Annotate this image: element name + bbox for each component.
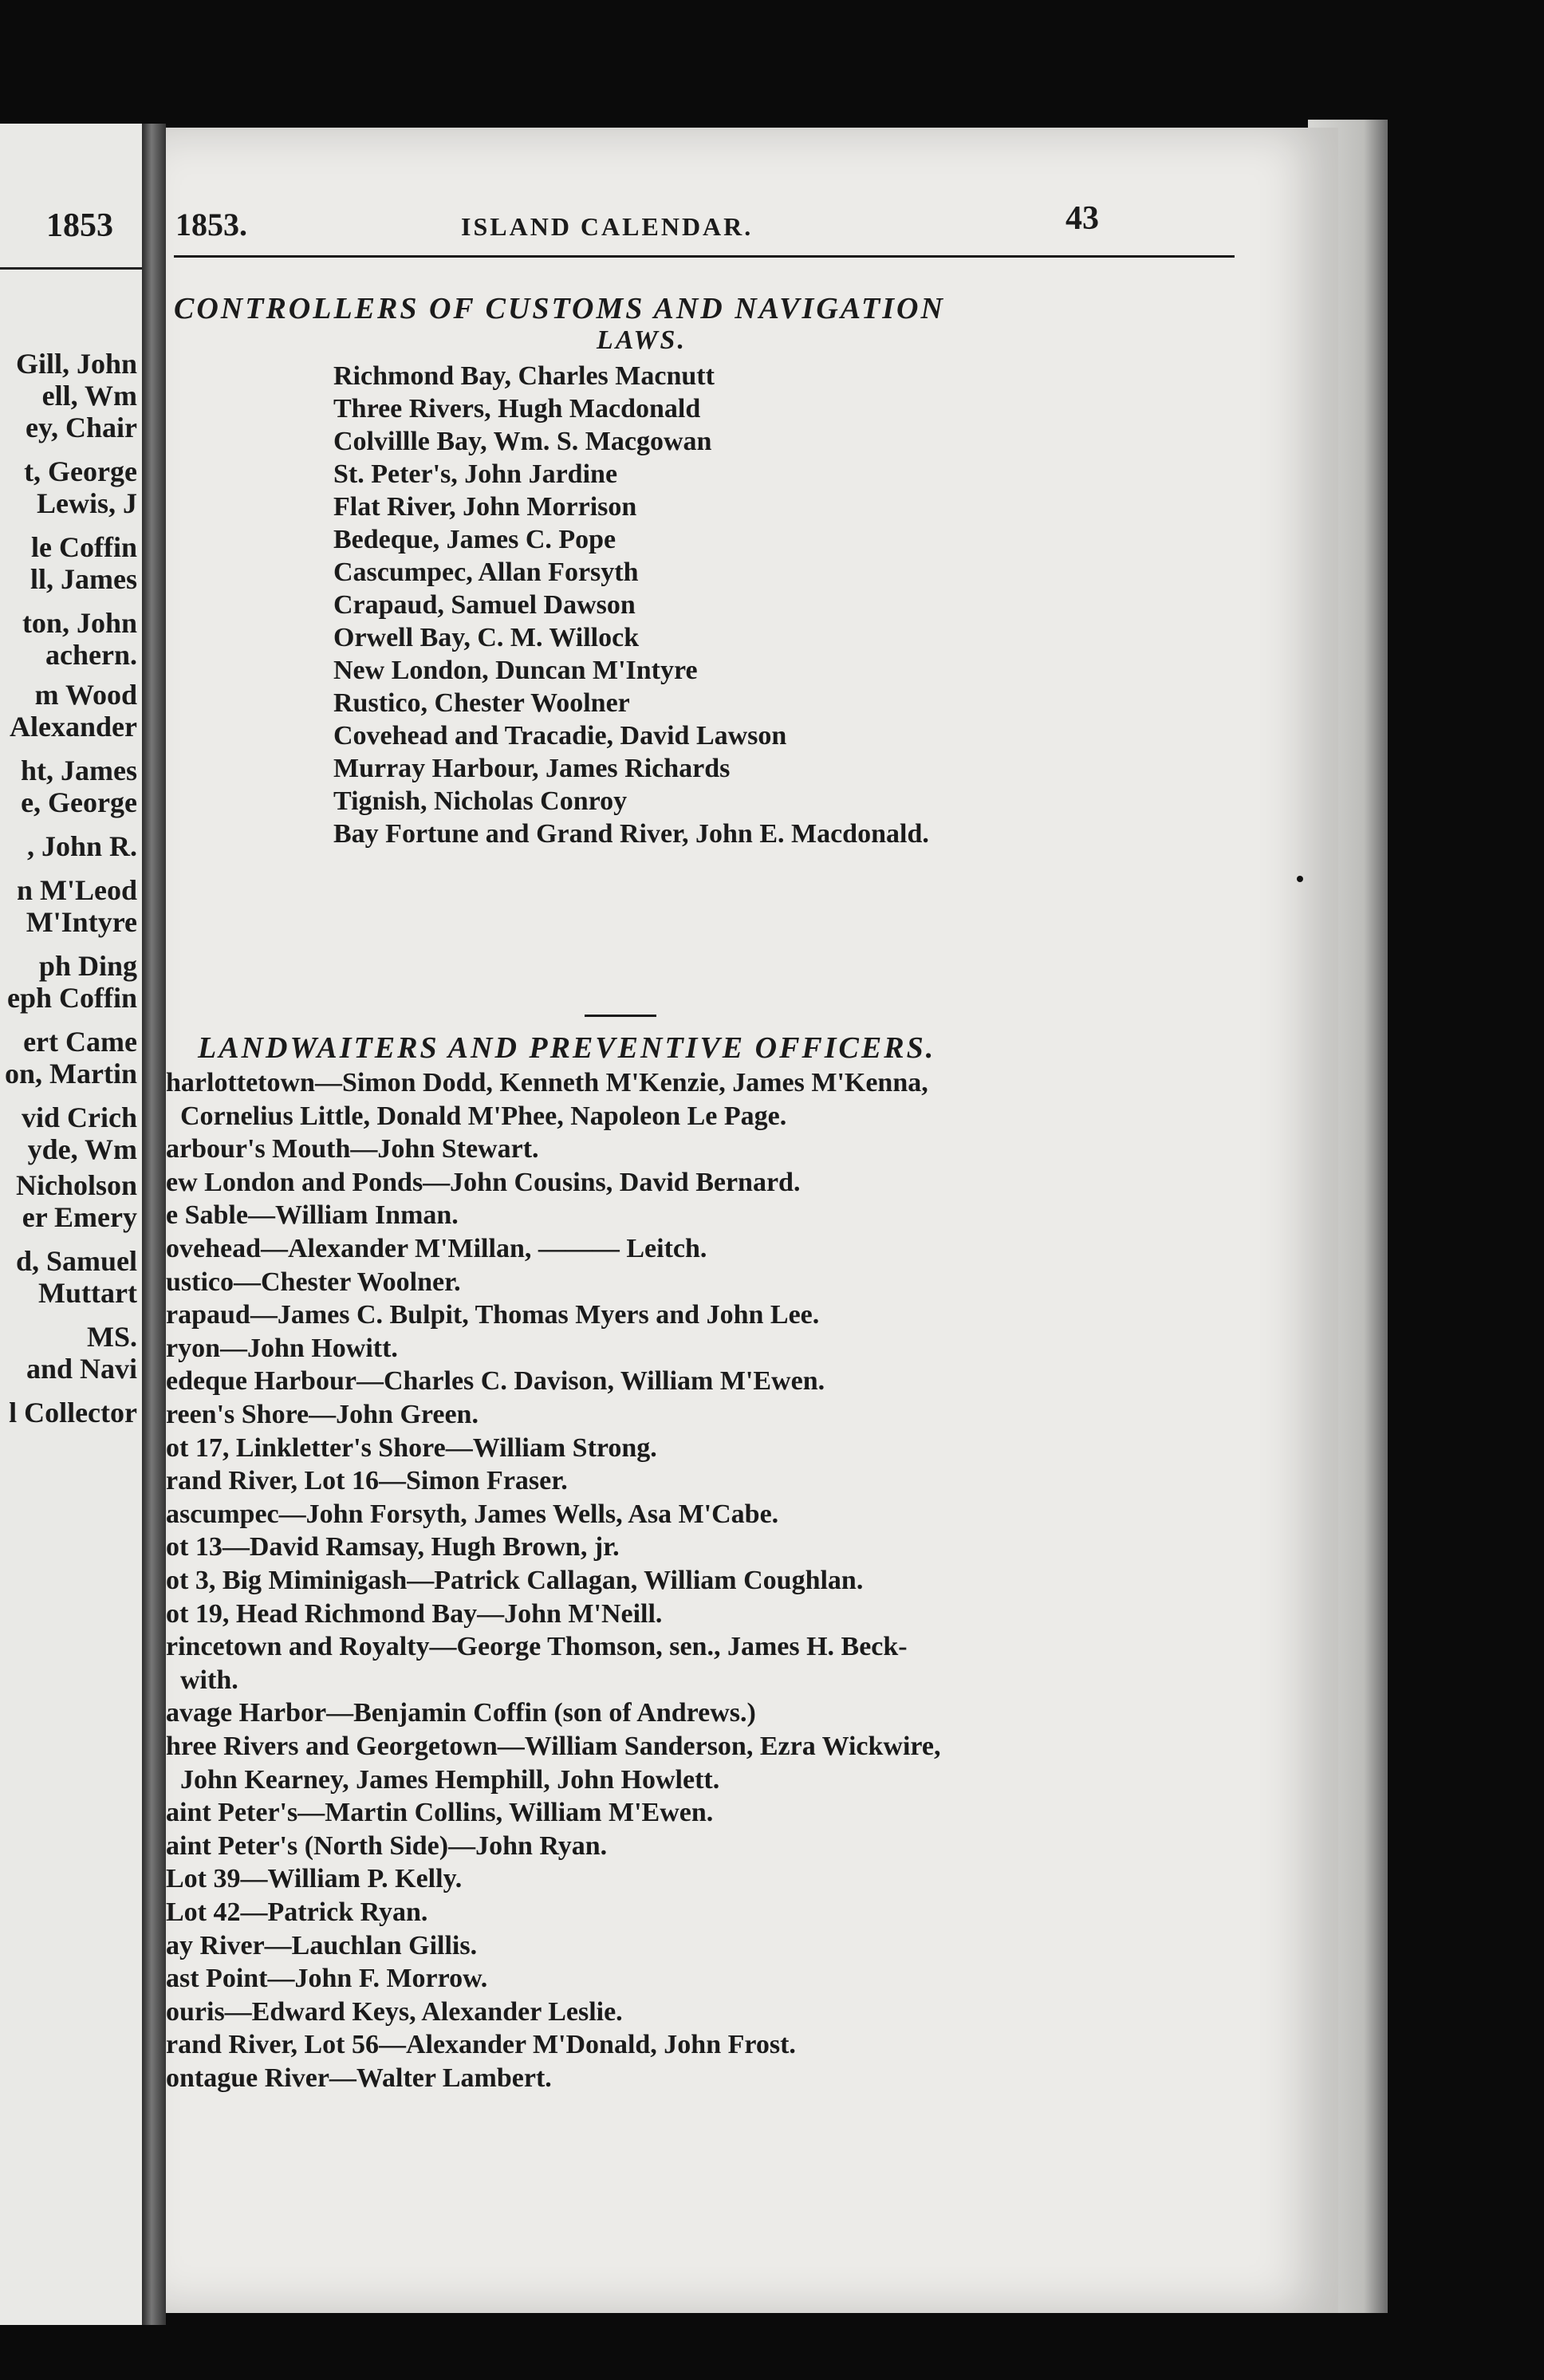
list-item: ascumpec—John Forsyth, James Wells, Asa M'Cabe. [166, 1499, 779, 1529]
right-page [166, 128, 1338, 2313]
list-item: aint Peter's (North Side)—John Ryan. [166, 1830, 608, 1861]
left-page-line: Lewis, J [37, 487, 137, 519]
list-item: rand River, Lot 56—Alexander M'Donald, John Frost. [166, 2030, 796, 2060]
list-item: reen's Shore—John Green. [166, 1400, 479, 1429]
left-page-rule [0, 267, 142, 270]
list-item: with. [180, 1665, 238, 1695]
list-item: Cornelius Little, Donald M'Phee, Napoleon Le Page. [180, 1101, 787, 1131]
list-item: St. Peter's, John Jardine [333, 459, 618, 489]
list-item: Cascumpec, Allan Forsyth [333, 558, 639, 587]
list-item: edeque Harbour—Charles C. Davison, William M'Ewen. [166, 1366, 825, 1397]
left-page-line: ll, James [30, 563, 137, 595]
left-page-line: ey, Chair [26, 412, 137, 443]
section-divider [585, 1015, 656, 1017]
left-page-line: e, George [21, 786, 137, 818]
list-item: Crapaud, Samuel Dawson [333, 590, 636, 620]
left-page-line: ert Came [23, 1026, 137, 1058]
left-page-line: Alexander [10, 711, 137, 743]
list-item: e Sable—William Inman. [166, 1200, 459, 1231]
left-page-line: achern. [45, 639, 137, 671]
left-page-line: M'Intyre [26, 906, 137, 938]
left-page-line: on, Martin [5, 1058, 137, 1090]
section-title-controllers: CONTROLLERS OF CUSTOMS AND NAVIGATION [174, 292, 945, 325]
list-item: avage Harbor—Benjamin Coffin (son of Andrews.) [166, 1698, 756, 1728]
stray-dot [1297, 876, 1303, 882]
list-item: ustico—Chester Woolner. [166, 1267, 461, 1297]
list-item: Tignish, Nicholas Conroy [333, 786, 628, 816]
list-item: Bay Fortune and Grand River, John E. Macdonald. [333, 819, 929, 849]
list-item: arbour's Mouth—John Stewart. [166, 1134, 539, 1164]
left-page-line: l Collector [9, 1397, 137, 1428]
left-page-line: n M'Leod [16, 874, 137, 906]
left-page-line: Muttart [38, 1277, 137, 1309]
list-item: Lot 42—Patrick Ryan. [166, 1897, 428, 1927]
list-item: John Kearney, James Hemphill, John Howlett. [180, 1764, 720, 1795]
list-item: ryon—John Howitt. [166, 1333, 398, 1363]
list-item: Covehead and Tracadie, David Lawson [333, 721, 787, 751]
list-item: ot 17, Linkletter's Shore—William Strong. [166, 1432, 657, 1463]
left-page-line: yde, Wm [27, 1133, 137, 1165]
list-item: Three Rivers, Hugh Macdonald [333, 394, 701, 424]
list-item: rincetown and Royalty—George Thomson, sen., James H. Beck- [166, 1632, 908, 1662]
list-item: ast Point—John F. Morrow. [166, 1964, 488, 1994]
list-item: Bedeque, James C. Pope [333, 525, 616, 554]
list-item: Flat River, John Morrison [333, 492, 637, 522]
list-item: ot 3, Big Miminigash—Patrick Callagan, William Coughlan. [166, 1566, 864, 1595]
header-year: 1853. [175, 207, 247, 242]
list-item: ot 13—David Ramsay, Hugh Brown, jr. [166, 1532, 620, 1562]
list-item: rand River, Lot 16—Simon Fraser. [166, 1466, 568, 1496]
list-item: Richmond Bay, Charles Macnutt [333, 361, 715, 391]
left-page-line: d, Samuel [15, 1245, 137, 1277]
left-page-line: , John R. [26, 830, 137, 862]
left-page-line: m Wood [34, 679, 137, 711]
left-page-line: er Emery [22, 1201, 137, 1233]
list-item: Lot 39—William P. Kelly. [166, 1864, 463, 1894]
page-header [166, 199, 1274, 263]
list-item: harlottetown—Simon Dodd, Kenneth M'Kenzie, James M'Kenna, [166, 1068, 928, 1097]
left-page-line: le Coffin [31, 531, 137, 563]
running-title: ISLAND CALENDAR. [461, 212, 754, 241]
list-item: ot 19, Head Richmond Bay—John M'Neill. [166, 1598, 663, 1629]
left-page-line: ell, Wm [41, 380, 137, 412]
list-item: New London, Duncan M'Intyre [333, 656, 698, 685]
left-page-line: eph Coffin [6, 982, 137, 1014]
list-item: ouris—Edward Keys, Alexander Leslie. [166, 1996, 623, 2027]
list-item: rapaud—James C. Bulpit, Thomas Myers and John Lee. [166, 1300, 820, 1330]
left-page-fragment [0, 124, 142, 2325]
left-page-line: and Navi [26, 1353, 137, 1385]
list-item: ew London and Ponds—John Cousins, David Bernard. [166, 1167, 801, 1197]
left-page-line: vid Crich [21, 1101, 137, 1133]
list-item: ay River—Lauchlan Gillis. [166, 1930, 478, 1960]
left-page-line: ton, John [22, 607, 137, 639]
header-rule [174, 255, 1235, 258]
left-page-year: 1853 [46, 207, 113, 244]
list-item: Murray Harbour, James Richards [333, 754, 731, 783]
left-page-line: MS. [87, 1321, 137, 1353]
list-item: Orwell Bay, C. M. Willock [333, 623, 640, 652]
left-page-line: ht, James [21, 755, 137, 786]
page-number: 43 [1065, 200, 1099, 237]
book-gutter [142, 124, 166, 2325]
left-page-line: Nicholson [15, 1169, 137, 1201]
list-item: Rustico, Chester Woolner [333, 688, 630, 718]
list-item: aint Peter's—Martin Collins, William M'Ewen. [166, 1798, 714, 1828]
left-page-line: Gill, John [15, 348, 137, 380]
section-title-landwaiters: LANDWAITERS AND PREVENTIVE OFFICERS. [198, 1031, 936, 1065]
section-title-controllers-line2: LAWS. [597, 325, 687, 355]
list-item: ovehead—Alexander M'Millan, ——— Leitch. [166, 1234, 707, 1263]
list-item: Colvillle Bay, Wm. S. Macgowan [333, 427, 712, 456]
list-item: hree Rivers and Georgetown—William Sanderson, Ezra Wickwire, [166, 1732, 941, 1761]
left-page-line: ph Ding [38, 950, 137, 982]
list-item: ontague River—Walter Lambert. [166, 2063, 552, 2093]
left-page-line: t, George [24, 455, 137, 487]
